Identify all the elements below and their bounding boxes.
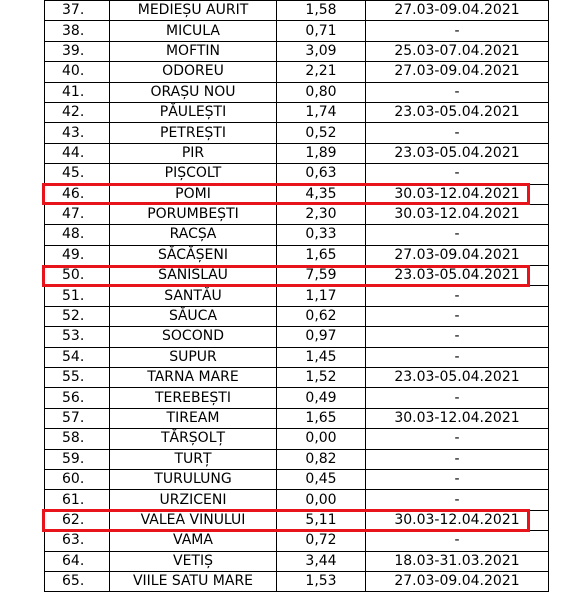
locality-name: TARNA MARE <box>110 368 277 388</box>
incidence-table-wrapper <box>44 0 528 592</box>
incidence-rate: 5,11 <box>277 510 366 530</box>
incidence-rate: 0,45 <box>277 469 366 489</box>
incidence-table <box>44 0 549 592</box>
table-body <box>45 1 549 592</box>
row-number: 55. <box>45 368 110 388</box>
quarantine-period: - <box>366 225 549 245</box>
incidence-rate: 0,63 <box>277 164 366 184</box>
quarantine-period: 30.03-12.04.2021 <box>366 204 549 224</box>
quarantine-period: - <box>366 164 549 184</box>
row-number: 61. <box>45 490 110 510</box>
table-row <box>45 102 549 122</box>
locality-name: TURȚ <box>110 449 277 469</box>
incidence-rate: 0,82 <box>277 449 366 469</box>
locality-name: URZICENI <box>110 490 277 510</box>
table-row <box>45 306 549 326</box>
locality-name: PORUMBEȘTI <box>110 204 277 224</box>
incidence-rate: 0,97 <box>277 327 366 347</box>
row-number: 52. <box>45 306 110 326</box>
quarantine-period: - <box>366 306 549 326</box>
locality-name: RACȘA <box>110 225 277 245</box>
incidence-rate: 0,72 <box>277 531 366 551</box>
locality-name: MICULA <box>110 21 277 41</box>
locality-name: VALEA VINULUI <box>110 510 277 530</box>
table-row <box>45 449 549 469</box>
row-number: 49. <box>45 245 110 265</box>
table-row <box>45 204 549 224</box>
row-number: 43. <box>45 123 110 143</box>
table-row <box>45 551 549 571</box>
table-row <box>45 21 549 41</box>
incidence-rate: 0,00 <box>277 429 366 449</box>
row-number: 40. <box>45 62 110 82</box>
incidence-rate: 1,45 <box>277 347 366 367</box>
row-number: 53. <box>45 327 110 347</box>
locality-name: VETIȘ <box>110 551 277 571</box>
incidence-rate: 1,52 <box>277 368 366 388</box>
row-number: 64. <box>45 551 110 571</box>
table-row <box>45 245 549 265</box>
table-row <box>45 143 549 163</box>
row-number: 57. <box>45 408 110 428</box>
incidence-rate: 2,21 <box>277 62 366 82</box>
table-row <box>45 123 549 143</box>
quarantine-period: 18.03-31.03.2021 <box>366 551 549 571</box>
table-row <box>45 327 549 347</box>
locality-name: ODOREU <box>110 62 277 82</box>
incidence-rate: 4,35 <box>277 184 366 204</box>
table-row <box>45 510 549 530</box>
quarantine-period: 30.03-12.04.2021 <box>366 510 549 530</box>
locality-name: TIREAM <box>110 408 277 428</box>
incidence-rate: 1,53 <box>277 571 366 591</box>
table-row <box>45 388 549 408</box>
quarantine-period: 27.03-09.04.2021 <box>366 1 549 21</box>
locality-name: POMI <box>110 184 277 204</box>
incidence-rate: 1,65 <box>277 245 366 265</box>
locality-name: SĂCĂȘENI <box>110 245 277 265</box>
incidence-rate: 1,74 <box>277 102 366 122</box>
row-number: 46. <box>45 184 110 204</box>
quarantine-period: 30.03-12.04.2021 <box>366 408 549 428</box>
quarantine-period: 23.03-05.04.2021 <box>366 368 549 388</box>
row-number: 63. <box>45 531 110 551</box>
row-number: 62. <box>45 510 110 530</box>
quarantine-period: 27.03-09.04.2021 <box>366 571 549 591</box>
locality-name: TURULUNG <box>110 469 277 489</box>
locality-name: VIILE SATU MARE <box>110 571 277 591</box>
locality-name: SUPUR <box>110 347 277 367</box>
quarantine-period: - <box>366 21 549 41</box>
table-row <box>45 184 549 204</box>
locality-name: PETREȘTI <box>110 123 277 143</box>
table-row <box>45 164 549 184</box>
table-row <box>45 531 549 551</box>
locality-name: MEDIEȘU AURIT <box>110 1 277 21</box>
row-number: 56. <box>45 388 110 408</box>
locality-name: PIR <box>110 143 277 163</box>
locality-name: TĂRȘOLȚ <box>110 429 277 449</box>
incidence-rate: 0,80 <box>277 82 366 102</box>
incidence-rate: 3,44 <box>277 551 366 571</box>
quarantine-period: 30.03-12.04.2021 <box>366 184 549 204</box>
row-number: 39. <box>45 41 110 61</box>
table-row <box>45 469 549 489</box>
locality-name: TEREBEȘTI <box>110 388 277 408</box>
locality-name: SANISLĂU <box>110 266 277 286</box>
quarantine-period: - <box>366 347 549 367</box>
row-number: 65. <box>45 571 110 591</box>
quarantine-period: - <box>366 469 549 489</box>
table-row <box>45 347 549 367</box>
table-row <box>45 266 549 286</box>
row-number: 54. <box>45 347 110 367</box>
quarantine-period: 25.03-07.04.2021 <box>366 41 549 61</box>
row-number: 42. <box>45 102 110 122</box>
table-row <box>45 82 549 102</box>
locality-name: ORAȘU NOU <box>110 82 277 102</box>
quarantine-period: - <box>366 449 549 469</box>
row-number: 45. <box>45 164 110 184</box>
table-row <box>45 62 549 82</box>
quarantine-period: - <box>366 490 549 510</box>
row-number: 41. <box>45 82 110 102</box>
incidence-rate: 1,89 <box>277 143 366 163</box>
incidence-rate: 0,52 <box>277 123 366 143</box>
table-row <box>45 408 549 428</box>
quarantine-period: - <box>366 82 549 102</box>
row-number: 47. <box>45 204 110 224</box>
incidence-rate: 1,65 <box>277 408 366 428</box>
table-row <box>45 571 549 591</box>
table-row <box>45 41 549 61</box>
locality-name: MOFTIN <box>110 41 277 61</box>
quarantine-period: - <box>366 286 549 306</box>
locality-name: PIȘCOLT <box>110 164 277 184</box>
incidence-rate: 0,49 <box>277 388 366 408</box>
quarantine-period: - <box>366 429 549 449</box>
quarantine-period: - <box>366 327 549 347</box>
locality-name: SANTĂU <box>110 286 277 306</box>
locality-name: PĂULEȘTI <box>110 102 277 122</box>
quarantine-period: 27.03-09.04.2021 <box>366 245 549 265</box>
row-number: 50. <box>45 266 110 286</box>
quarantine-period: 23.03-05.04.2021 <box>366 102 549 122</box>
row-number: 37. <box>45 1 110 21</box>
locality-name: SOCOND <box>110 327 277 347</box>
row-number: 48. <box>45 225 110 245</box>
table-row <box>45 286 549 306</box>
incidence-rate: 0,71 <box>277 21 366 41</box>
row-number: 60. <box>45 469 110 489</box>
incidence-rate: 1,58 <box>277 1 366 21</box>
row-number: 51. <box>45 286 110 306</box>
quarantine-period: - <box>366 123 549 143</box>
incidence-rate: 7,59 <box>277 266 366 286</box>
table-row <box>45 225 549 245</box>
quarantine-period: 23.03-05.04.2021 <box>366 143 549 163</box>
incidence-rate: 3,09 <box>277 41 366 61</box>
incidence-rate: 2,30 <box>277 204 366 224</box>
quarantine-period: 23.03-05.04.2021 <box>366 266 549 286</box>
row-number: 59. <box>45 449 110 469</box>
locality-name: SĂUCA <box>110 306 277 326</box>
quarantine-period: - <box>366 531 549 551</box>
incidence-rate: 0,00 <box>277 490 366 510</box>
quarantine-period: 27.03-09.04.2021 <box>366 62 549 82</box>
row-number: 44. <box>45 143 110 163</box>
incidence-rate: 1,17 <box>277 286 366 306</box>
locality-name: VAMA <box>110 531 277 551</box>
row-number: 58. <box>45 429 110 449</box>
incidence-rate: 0,33 <box>277 225 366 245</box>
incidence-rate: 0,62 <box>277 306 366 326</box>
table-row <box>45 429 549 449</box>
table-row <box>45 1 549 21</box>
row-number: 38. <box>45 21 110 41</box>
table-row <box>45 490 549 510</box>
quarantine-period: - <box>366 388 549 408</box>
table-row <box>45 368 549 388</box>
